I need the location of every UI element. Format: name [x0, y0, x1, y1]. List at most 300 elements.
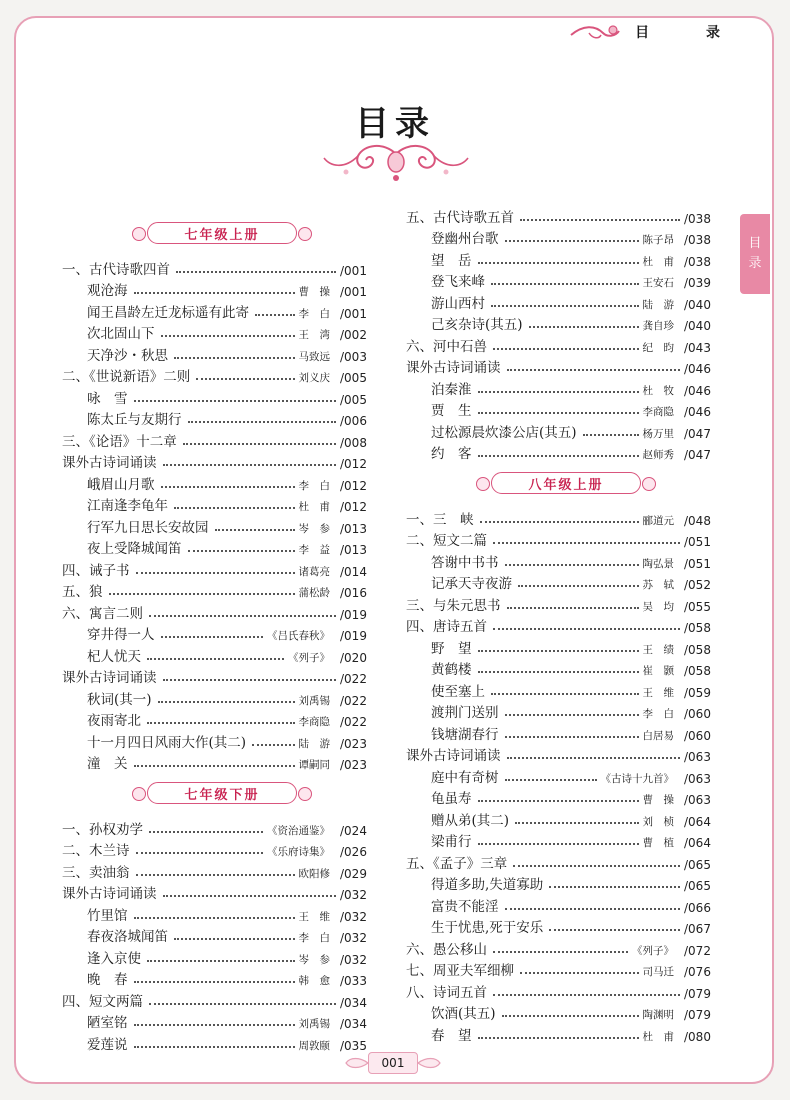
toc-subentry[interactable]	[406, 829, 726, 851]
entry-title: 穿井得一人	[87, 627, 155, 643]
grade-banner: 七年级下册	[147, 782, 297, 804]
entry-title: 庭中有奇树	[431, 769, 499, 786]
dot-leader	[513, 865, 680, 867]
entry-page: /016	[340, 586, 367, 600]
entry-page: /034	[340, 1017, 367, 1031]
entry-page: /040	[684, 319, 711, 333]
toc-entry[interactable]	[406, 850, 726, 872]
entry-page: /063	[684, 793, 711, 807]
entry-title: 陋室铭	[87, 1015, 128, 1031]
toc-entry[interactable]	[406, 979, 726, 1001]
dot-leader	[493, 348, 639, 350]
entry-page: /005	[340, 392, 367, 407]
toc-subentry[interactable]	[62, 342, 382, 364]
entry-title: 四、短文两篇	[62, 993, 143, 1010]
dot-leader	[149, 1003, 336, 1005]
entry-title: 秋词(其一)	[87, 691, 152, 708]
entry-page: /058	[684, 664, 711, 678]
dot-leader	[583, 434, 639, 436]
entry-title: 闻王昌龄左迁龙标遥有此寄	[87, 304, 249, 321]
entry-author: 杜 牧	[642, 384, 674, 397]
dot-leader	[478, 671, 639, 673]
toc-subentry[interactable]	[62, 686, 382, 708]
entry-author: 陆 游	[642, 298, 674, 311]
entry-page: /080	[684, 1029, 711, 1044]
entry-page: /013	[340, 543, 367, 557]
toc-subentry[interactable]	[62, 407, 382, 429]
entry-title: 天净沙・秋思	[87, 347, 168, 364]
entry-title: 野 望	[431, 640, 472, 657]
entry-title: 夜上受降城闻笛	[87, 541, 182, 557]
toc-subentry[interactable]	[406, 657, 726, 679]
toc-entry[interactable]	[406, 333, 726, 355]
entry-title: 竹里馆	[87, 907, 128, 924]
toc-subentry[interactable]	[406, 549, 726, 571]
entry-title: 登幽州台歌	[431, 231, 499, 247]
entry-title: 峨眉山月歌	[87, 476, 155, 493]
toc-subentry[interactable]	[62, 902, 382, 924]
entry-page: /022	[340, 672, 367, 686]
header-section-label: 目 录	[635, 25, 746, 41]
entry-title: 杞人忧天	[87, 648, 141, 665]
toc-subentry[interactable]	[62, 708, 382, 730]
entry-page: /064	[684, 836, 711, 850]
grade-banner-wrap	[62, 212, 382, 256]
dot-leader	[505, 714, 639, 716]
entry-page: /034	[340, 995, 367, 1010]
entry-title: 观沧海	[87, 283, 128, 299]
entry-title: 爱莲说	[87, 1036, 128, 1053]
entry-title: 龟虽寿	[431, 791, 472, 807]
toc-subentry[interactable]	[62, 514, 382, 536]
dot-leader	[134, 1024, 295, 1026]
running-header	[569, 22, 746, 42]
entry-author: 王 维	[298, 910, 330, 923]
dot-leader	[163, 464, 337, 466]
toc-subentry[interactable]	[62, 729, 382, 751]
toc-subentry[interactable]	[62, 385, 382, 407]
entry-page: /023	[340, 736, 367, 751]
dot-leader	[134, 1046, 295, 1048]
dot-leader	[134, 917, 295, 919]
entry-title: 六、愚公移山	[406, 941, 487, 958]
toc-subentry[interactable]	[62, 622, 382, 644]
entry-page: /032	[340, 888, 367, 902]
entry-author: 曹 操	[298, 286, 330, 298]
toc-entry[interactable]	[62, 816, 382, 838]
entry-page: /047	[684, 448, 711, 462]
dot-leader	[478, 843, 639, 845]
entry-page: /064	[684, 814, 711, 829]
entry-author: 《资治通鉴》	[267, 824, 330, 837]
entry-author: 杜 甫	[642, 255, 674, 268]
entry-author: 曹 操	[642, 794, 674, 806]
entry-author: 陆 游	[298, 737, 330, 750]
entry-title: 二、《世说新语》二则	[62, 369, 191, 385]
dot-leader	[507, 757, 681, 759]
entry-page: /003	[340, 349, 367, 364]
entry-page: /047	[684, 426, 711, 441]
dot-leader	[505, 908, 681, 910]
entry-title: 二、木兰诗	[62, 843, 130, 859]
dot-leader	[147, 722, 295, 724]
entry-author: 陶渊明	[642, 1009, 674, 1021]
dot-leader	[518, 585, 639, 587]
entry-page: /072	[684, 943, 711, 958]
toc-subentry[interactable]	[62, 321, 382, 343]
entry-title: 得道多助,失道寡助	[431, 877, 544, 893]
entry-page: /002	[340, 328, 367, 342]
entry-page: /051	[684, 535, 711, 549]
entry-page: /067	[684, 922, 711, 936]
toc-subentry[interactable]	[406, 398, 726, 420]
entry-author: 司马迁	[642, 966, 674, 978]
entry-title: 八、诗词五首	[406, 984, 487, 1001]
dot-leader	[493, 951, 628, 953]
entry-title: 钱塘湖春行	[431, 726, 499, 743]
grade-banner: 七年级上册	[147, 222, 297, 244]
entry-page: /020	[340, 650, 367, 665]
entry-title: 贾 生	[431, 403, 472, 419]
entry-author: 《乐府诗集》	[267, 846, 330, 858]
entry-author: 蒲松龄	[298, 587, 330, 599]
dot-leader	[478, 1037, 639, 1039]
toc-subentry[interactable]	[62, 536, 382, 558]
dot-leader	[478, 262, 639, 264]
toc-subentry[interactable]	[406, 441, 726, 463]
toc-entry[interactable]	[406, 506, 726, 528]
entry-title: 记承天寺夜游	[431, 576, 512, 592]
toc-entry[interactable]	[406, 743, 726, 765]
entry-author: 龚自珍	[642, 320, 674, 332]
entry-author: 李商隐	[642, 406, 674, 418]
wing-ornament-icon	[344, 1057, 368, 1069]
toc-entry[interactable]	[406, 204, 726, 226]
dot-leader	[549, 886, 680, 888]
entry-title: 十一月四日风雨大作(其二)	[87, 734, 247, 751]
entry-page: /023	[340, 758, 367, 772]
toc-subentry[interactable]	[406, 1001, 726, 1023]
entry-title: 赠从弟(其二)	[431, 812, 510, 829]
toc-subentry[interactable]	[62, 945, 382, 967]
dot-leader	[136, 572, 295, 574]
dot-leader	[549, 929, 680, 931]
entry-author: 陶弘景	[642, 557, 674, 570]
dot-leader	[515, 822, 638, 824]
entry-title: 一、古代诗歌四首	[62, 261, 170, 278]
entry-page: /060	[684, 728, 711, 743]
toc-left-column	[62, 212, 382, 1053]
entry-title: 黄鹤楼	[431, 662, 472, 678]
toc-subentry[interactable]	[406, 571, 726, 593]
toc-entry[interactable]	[62, 600, 382, 622]
entry-page: /008	[340, 435, 367, 450]
toc-entry[interactable]	[62, 881, 382, 903]
dot-leader	[478, 455, 639, 457]
entry-title: 五、古代诗歌五首	[406, 209, 514, 226]
entry-page: /051	[684, 556, 711, 571]
dot-leader	[507, 607, 639, 609]
entry-page: /046	[684, 405, 711, 419]
toc-subentry[interactable]	[406, 893, 726, 915]
entry-title: 六、寓言二则	[62, 605, 143, 622]
entry-page: /024	[340, 823, 367, 838]
toc-entry[interactable]	[62, 428, 382, 450]
entry-title: 一、孙权劝学	[62, 821, 143, 838]
entry-page: /012	[340, 478, 367, 493]
dot-leader	[147, 960, 295, 962]
swirl-ornament-icon	[569, 23, 625, 41]
entry-title: 陈太丘与友期行	[87, 412, 182, 428]
dot-leader	[147, 658, 284, 660]
entry-title: 夜雨寄北	[87, 713, 141, 729]
entry-title: 江南逢李龟年	[87, 498, 168, 514]
dot-leader	[196, 378, 294, 380]
toc-entry[interactable]	[62, 450, 382, 472]
dot-leader	[163, 679, 337, 681]
entry-title: 望 岳	[431, 252, 472, 269]
toc-subentry[interactable]	[406, 226, 726, 248]
entry-title: 次北固山下	[87, 326, 155, 342]
entry-title: 答谢中书书	[431, 554, 499, 571]
dot-leader	[163, 895, 337, 897]
toc-subentry[interactable]	[406, 721, 726, 743]
entry-author: 岑 参	[298, 953, 330, 966]
toc-subentry[interactable]	[406, 807, 726, 829]
entry-title: 三、卖油翁	[62, 864, 130, 881]
toc-subentry[interactable]	[406, 872, 726, 894]
entry-title: 四、唐诗五首	[406, 619, 487, 635]
entry-title: 春 望	[431, 1027, 472, 1044]
toc-entry[interactable]	[406, 614, 726, 636]
toc-subentry[interactable]	[62, 299, 382, 321]
entry-page: /032	[340, 931, 367, 945]
entry-page: /063	[684, 771, 711, 786]
toc-subentry[interactable]	[406, 1022, 726, 1044]
entry-title: 春夜洛城闻笛	[87, 929, 168, 945]
entry-page: /065	[684, 857, 711, 872]
toc-subentry[interactable]	[406, 247, 726, 269]
toc-subentry[interactable]	[406, 764, 726, 786]
entry-page: /032	[340, 909, 367, 924]
toc-subentry[interactable]	[62, 751, 382, 773]
dot-leader	[161, 335, 295, 337]
grade-banner-wrap	[406, 462, 726, 506]
toc-subentry[interactable]	[62, 643, 382, 665]
entry-author: 王 维	[642, 686, 674, 699]
entry-author: 《古诗十九首》	[600, 772, 674, 785]
toc-subentry[interactable]	[406, 635, 726, 657]
page-title: 目录	[355, 104, 435, 144]
toc-subentry[interactable]	[62, 924, 382, 946]
dot-leader	[158, 701, 295, 703]
entry-author: 李 益	[298, 544, 330, 556]
toc-subentry[interactable]	[62, 1010, 382, 1032]
entry-title: 六、河中石兽	[406, 338, 487, 355]
entry-author: 纪 昀	[642, 341, 674, 354]
entry-page: /001	[340, 285, 367, 299]
dot-leader	[183, 443, 336, 445]
toc-subentry[interactable]	[406, 915, 726, 937]
toc-entry[interactable]	[62, 665, 382, 687]
toc-entry[interactable]	[406, 592, 726, 614]
entry-title: 潼 关	[87, 756, 128, 772]
toc-entry[interactable]	[62, 557, 382, 579]
entry-page: /026	[340, 845, 367, 859]
entry-author: 刘禹锡	[298, 694, 330, 707]
dot-leader	[174, 357, 295, 359]
entry-page: /066	[684, 900, 711, 915]
dot-leader	[255, 314, 295, 316]
toc-subentry[interactable]	[62, 1031, 382, 1053]
entry-title: 游山西村	[431, 295, 485, 312]
dot-leader	[174, 938, 295, 940]
dot-leader	[174, 507, 295, 509]
entry-title: 渡荆门送别	[431, 705, 499, 721]
entry-author: 杨万里	[642, 427, 674, 440]
entry-page: /079	[684, 986, 711, 1001]
entry-title: 课外古诗词诵读	[62, 886, 157, 902]
side-tab-char: 目	[748, 236, 762, 251]
toc-subentry[interactable]	[62, 493, 382, 515]
toc-subentry[interactable]	[62, 278, 382, 300]
dot-leader	[505, 779, 597, 781]
toc-entry[interactable]	[62, 364, 382, 386]
dot-leader	[493, 628, 680, 630]
dot-leader	[134, 400, 337, 402]
entry-page: /013	[340, 521, 367, 536]
toc-subentry[interactable]	[406, 269, 726, 291]
entry-author: 刘 桢	[642, 815, 674, 828]
grade-banner: 八年级上册	[491, 472, 641, 494]
entry-author: 王安石	[642, 277, 674, 289]
entry-author: 诸葛亮	[298, 565, 330, 578]
toc-subentry[interactable]	[406, 700, 726, 722]
toc-subentry[interactable]	[62, 967, 382, 989]
entry-author: 岑 参	[298, 522, 330, 535]
dot-leader	[478, 800, 639, 802]
entry-title: 课外古诗词诵读	[406, 748, 501, 764]
side-tab-char: 录	[748, 256, 762, 271]
dot-leader	[520, 972, 639, 974]
toc-entry[interactable]	[406, 355, 726, 377]
entry-author: 马致远	[298, 350, 330, 363]
dot-leader	[188, 550, 295, 552]
entry-page: /065	[684, 879, 711, 893]
dot-leader	[134, 765, 295, 767]
entry-title: 登飞来峰	[431, 274, 485, 290]
entry-author: 《列子》	[632, 944, 674, 957]
entry-author: 李商隐	[298, 716, 330, 728]
entry-author: 曹 植	[642, 837, 674, 849]
entry-title: 过松源晨炊漆公店(其五)	[431, 424, 577, 441]
entry-page: /014	[340, 564, 367, 579]
entry-author: 《吕氏春秋》	[267, 630, 330, 642]
entry-author: 王 绩	[642, 643, 674, 656]
entry-title: 行军九日思长安故园	[87, 519, 209, 536]
entry-title: 晚 春	[87, 972, 128, 988]
wing-ornament-icon	[418, 1057, 442, 1069]
dot-leader	[478, 391, 639, 393]
entry-author: 谭嗣同	[298, 759, 330, 771]
dot-leader	[109, 593, 295, 595]
entry-page: /019	[340, 607, 367, 622]
toc-subentry[interactable]	[406, 376, 726, 398]
toc-entry[interactable]	[62, 838, 382, 860]
entry-page: /001	[340, 263, 367, 278]
entry-page: /076	[684, 965, 711, 979]
entry-title: 四、诫子书	[62, 562, 130, 579]
dot-leader	[188, 421, 337, 423]
dot-leader	[493, 542, 680, 544]
entry-page: /006	[340, 414, 367, 428]
entry-page: /052	[684, 578, 711, 592]
dot-leader	[176, 271, 336, 273]
entry-author: 刘禹锡	[298, 1018, 330, 1030]
entry-page: /022	[340, 693, 367, 708]
toc-entry[interactable]	[406, 958, 726, 980]
entry-title: 五、狼	[62, 584, 103, 600]
toc-subentry[interactable]	[62, 471, 382, 493]
toc-entry[interactable]	[62, 988, 382, 1010]
toc-entry[interactable]	[406, 528, 726, 550]
dot-leader	[478, 412, 639, 414]
entry-author: 郦道元	[642, 514, 674, 527]
dot-leader	[134, 292, 295, 294]
toc-subentry[interactable]	[406, 290, 726, 312]
entry-title: 二、短文二篇	[406, 533, 487, 549]
dot-leader	[502, 1015, 639, 1017]
entry-page: /055	[684, 599, 711, 614]
dot-leader	[215, 529, 295, 531]
dot-leader	[529, 326, 639, 328]
grade-banner-wrap	[62, 772, 382, 816]
entry-title: 七、周亚夫军细柳	[406, 963, 514, 979]
toc-subentry[interactable]	[406, 786, 726, 808]
page-number-box	[338, 1050, 448, 1076]
entry-page: /043	[684, 340, 711, 355]
toc-subentry[interactable]	[406, 312, 726, 334]
entry-page: /032	[340, 952, 367, 967]
toc-entry[interactable]	[62, 859, 382, 881]
entry-author: 王 湾	[298, 329, 330, 341]
toc-subentry[interactable]	[406, 678, 726, 700]
entry-title: 三、《论语》十二章	[62, 433, 177, 450]
entry-title: 使至塞上	[431, 683, 485, 700]
entry-page: /038	[684, 254, 711, 269]
entry-title: 课外古诗词诵读	[406, 360, 501, 376]
toc-entry[interactable]	[62, 256, 382, 278]
entry-author: 苏 轼	[642, 579, 674, 591]
floral-ornament-icon	[318, 140, 474, 182]
page-number: 001	[368, 1052, 418, 1074]
toc-right-column	[406, 204, 726, 1044]
entry-author: 白居易	[642, 729, 674, 742]
entry-title: 三、与朱元思书	[406, 597, 501, 614]
entry-page: /079	[684, 1008, 711, 1022]
dot-leader	[478, 650, 639, 652]
dot-leader	[491, 283, 639, 285]
toc-subentry[interactable]	[406, 419, 726, 441]
entry-page: /001	[340, 306, 367, 321]
side-section-tab	[740, 214, 770, 294]
entry-page: /046	[684, 362, 711, 376]
entry-page: /058	[684, 621, 711, 635]
toc-entry[interactable]	[62, 579, 382, 601]
toc-entry[interactable]	[406, 936, 726, 958]
dot-leader	[149, 831, 263, 833]
entry-title: 约 客	[431, 446, 472, 462]
